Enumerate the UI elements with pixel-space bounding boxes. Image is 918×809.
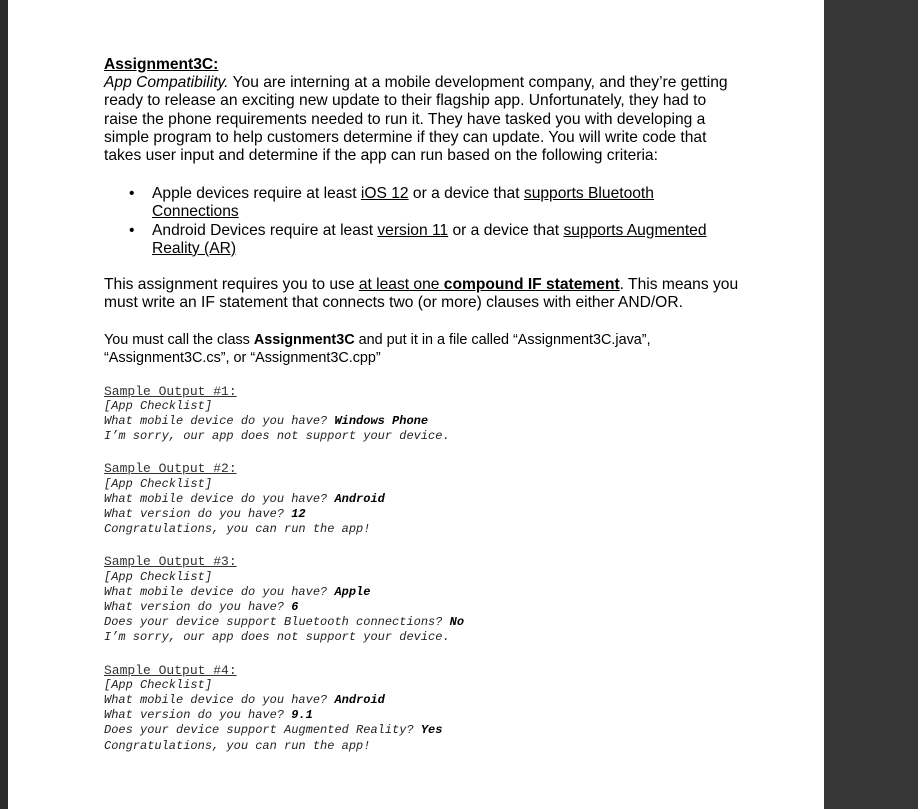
sample-line-text: Congratulations, you can run the app! xyxy=(104,522,371,537)
sample-line xyxy=(104,429,744,444)
classinfo-text: and put it in a file called “Assignment3C.java”, “Assignment3C.cs”, or “Assignment3C.cpp” xyxy=(104,332,651,367)
sample-line xyxy=(104,693,744,708)
sample-output-1 xyxy=(104,384,744,445)
sample-line-answer: 9.1 xyxy=(291,708,313,723)
sample-line-answer: No xyxy=(449,615,465,630)
sample-line-text: What version do you have? xyxy=(104,708,292,723)
sample-line xyxy=(104,630,744,645)
sample-output-3 xyxy=(104,554,744,645)
sample-line-text: What version do you have? xyxy=(104,600,292,615)
sample-line-text: I’m sorry, our app does not support your device. xyxy=(104,429,450,444)
criteria-text: or a device that xyxy=(448,221,564,239)
sample-line xyxy=(104,739,744,754)
sample-output-4 xyxy=(104,663,744,754)
sample-heading: Sample Output #2: xyxy=(104,461,237,477)
sample-line-text: Does your device support Augmented Reality? xyxy=(104,723,421,738)
sample-heading: Sample Output #4: xyxy=(104,662,237,678)
sample-heading: Sample Output #3: xyxy=(104,554,237,570)
sample-line xyxy=(104,723,744,738)
document-page xyxy=(8,0,824,809)
viewer-right-pane xyxy=(824,0,918,809)
sample-line xyxy=(104,522,744,537)
compound-underlined-bold: compound IF statement xyxy=(443,276,620,294)
sample-line-text: What mobile device do you have? xyxy=(104,491,335,506)
sample-line-answer: Apple xyxy=(334,584,371,599)
sample-output-2 xyxy=(104,461,744,537)
sample-line-answer: Yes xyxy=(420,723,443,738)
criteria-list xyxy=(104,185,744,258)
sample-line xyxy=(104,477,744,492)
sample-line xyxy=(104,507,744,522)
classinfo-text: You must call the class xyxy=(104,332,254,349)
assignment-content xyxy=(104,56,744,754)
sample-line xyxy=(104,708,744,723)
sample-line-text: Does your device support Bluetooth connections? xyxy=(104,615,450,630)
criteria-item-apple xyxy=(129,185,744,221)
sample-line xyxy=(104,600,744,615)
sample-line-text: What version do you have? xyxy=(104,507,292,522)
sample-line xyxy=(104,570,744,585)
sample-line-text: Congratulations, you can run the app! xyxy=(104,738,371,753)
compound-underlined: at least one xyxy=(358,276,444,294)
sample-line xyxy=(104,585,744,600)
sample-line-text: [App Checklist] xyxy=(104,476,213,491)
sample-line-text: [App Checklist] xyxy=(104,677,213,692)
assignment-title: Assignment3C: xyxy=(104,56,219,73)
sample-line-answer: Windows Phone xyxy=(334,414,429,429)
classinfo-bold: Assignment3C xyxy=(253,332,355,349)
sample-line-text: I’m sorry, our app does not support your device. xyxy=(104,630,450,645)
sample-line-text: [App Checklist] xyxy=(104,398,213,413)
sample-heading: Sample Output #1: xyxy=(104,383,237,399)
compound-if-paragraph xyxy=(104,276,744,312)
criteria-item-android xyxy=(129,221,744,258)
intro-lead: App Compatibility. xyxy=(104,74,229,92)
sample-line xyxy=(104,492,744,507)
sample-line-answer: 6 xyxy=(291,600,299,615)
sample-line xyxy=(104,399,744,414)
criteria-text: or a device that xyxy=(408,185,524,203)
sample-line xyxy=(104,678,744,693)
viewer-left-gutter xyxy=(0,0,8,809)
sample-line-text: What mobile device do you have? xyxy=(104,584,335,599)
bullet-icon: • xyxy=(129,185,135,203)
compound-text: This assignment requires you to use xyxy=(104,276,359,294)
intro-paragraph xyxy=(104,74,744,165)
sample-line-answer: Android xyxy=(334,693,385,708)
sample-line-answer: 12 xyxy=(291,507,306,522)
criteria-text: Android Devices require at least xyxy=(152,221,378,239)
sample-line-answer: Android xyxy=(334,491,385,506)
intro-text: You are interning at a mobile development company, and they’re getting ready to release an exciting new update to their flagship app. Unfortunately, they had to raise the phone requirements needed to run it. They have tasked you with developing a simple program to help customers determine if they can update. You will write code that takes user input and determine if the app can run based on the following criteria: xyxy=(104,74,728,165)
sample-line-text: [App Checklist] xyxy=(104,569,213,584)
criteria-text: Apple devices require at least xyxy=(152,185,361,203)
bullet-icon: • xyxy=(129,221,135,239)
class-name-paragraph xyxy=(104,332,744,367)
sample-line-text: What mobile device do you have? xyxy=(104,414,335,429)
sample-line-text: What mobile device do you have? xyxy=(104,693,335,708)
criteria-underlined: supports Augmented Reality (AR) xyxy=(152,221,707,257)
criteria-underlined: supports Bluetooth Connections xyxy=(152,185,654,221)
sample-line xyxy=(104,615,744,630)
compound-text: . This means you must write an IF statement that connects two (or more) clauses with either AND/OR. xyxy=(104,276,739,312)
criteria-underlined: iOS 12 xyxy=(360,185,409,203)
criteria-underlined: version 11 xyxy=(377,221,449,239)
sample-line xyxy=(104,414,744,429)
